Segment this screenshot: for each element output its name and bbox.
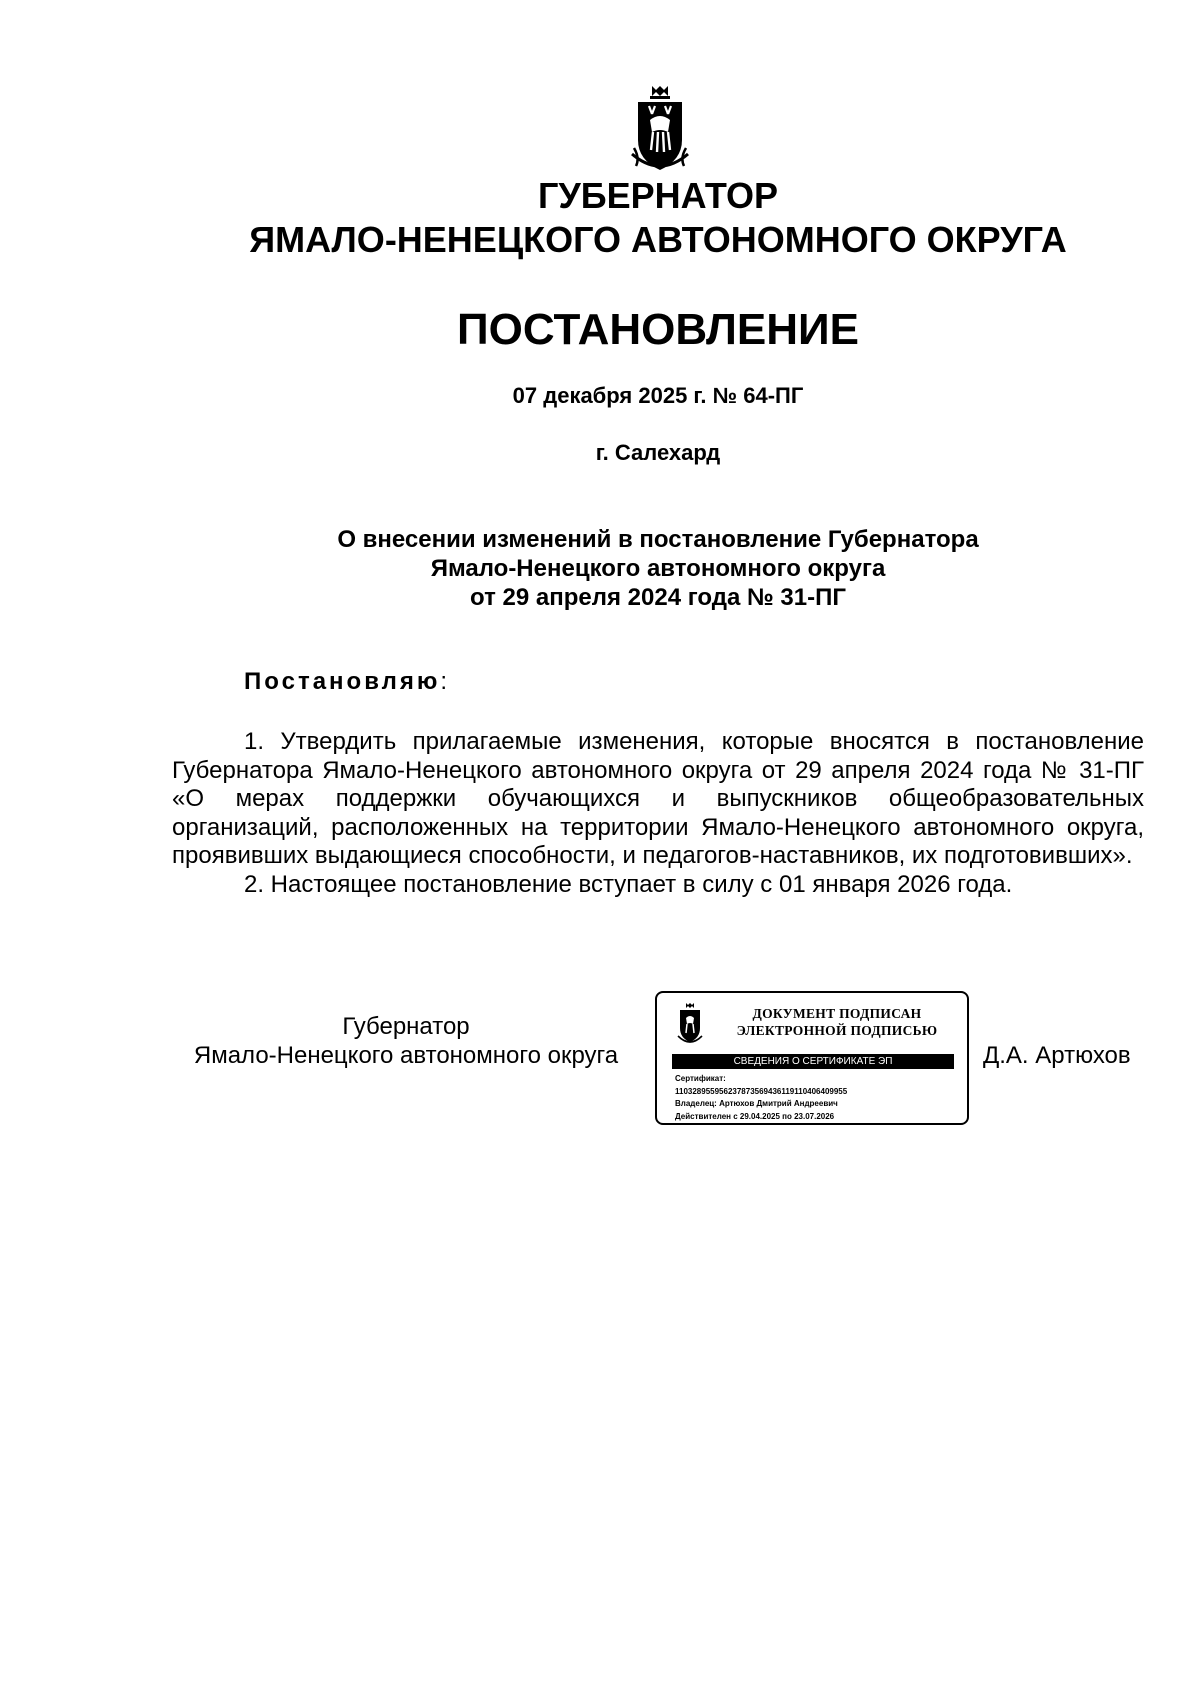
coat-of-arms-icon	[630, 84, 690, 176]
certificate-validity: Действителен с 29.04.2025 по 23.07.2026	[675, 1111, 835, 1121]
signatory-title-line-2: Ямало-Ненецкого автономного округа	[193, 1042, 619, 1069]
certificate-owner: Владелец: Артюхов Дмитрий Андреевич	[675, 1099, 838, 1108]
paragraph-1: 1. Утвердить прилагаемые изменения, которые вносятся в постановление Губернатора Ямало-Ненецкого автономного округа от 29 апреля 2024 года № 31-ПГ «О мерах поддержки обучающихся и выпускников общеобразовательных организаций, расположенных на территории Ямало-Ненецкого автономного округа, проявивших выдающиеся способности, и педагогов-наставников, их подготовивших».	[172, 728, 1144, 869]
document-city: г. Салехард	[595, 440, 721, 465]
organization-region: ЯМАЛО-НЕНЕЦКОГО АВТОНОМНОГО ОКРУГА	[249, 219, 1067, 260]
stamp-heading	[717, 1005, 957, 1039]
stamp-coat-of-arms-icon	[677, 1002, 703, 1048]
signatory-title-line-1: Губернатор	[342, 1013, 470, 1040]
document-type: ПОСТАНОВЛЕНИЕ	[456, 305, 860, 354]
certificate-number: 110328955956237873569436119110406409955	[675, 1086, 848, 1096]
document-date-number: 07 декабря 2025 г. № 64-ПГ	[512, 383, 804, 408]
electronic-signature-stamp	[655, 991, 969, 1125]
subject-line-2: Ямало-Ненецкого автономного округа	[430, 555, 886, 582]
signatory-name: Д.А. Артюхов	[983, 1042, 1131, 1069]
stamp-certificate-bar: СВЕДЕНИЯ О СЕРТИФИКАТЕ ЭП	[672, 1054, 954, 1069]
stamp-heading-line-1: ДОКУМЕНТ ПОДПИСАН	[752, 1006, 922, 1021]
document-subject	[0, 525, 1200, 612]
document-body	[172, 728, 1144, 899]
organization-title: ГУБЕРНАТОР	[537, 175, 778, 216]
decree-heading	[244, 668, 447, 696]
subject-line-3: от 29 апреля 2024 года № 31-ПГ	[470, 584, 846, 611]
certificate-label: Сертификат:	[675, 1074, 726, 1083]
decree-word: Постановляю	[244, 668, 441, 695]
stamp-heading-line-2: ЭЛЕКТРОННОЙ ПОДПИСЬЮ	[736, 1023, 938, 1038]
paragraph-2: 2. Настоящее постановление вступает в силу с 01 января 2026 года.	[244, 870, 1013, 898]
subject-line-1: О внесении изменений в постановление Губернатора	[337, 526, 979, 553]
decree-colon: :	[440, 668, 448, 695]
signatory-title	[172, 1012, 640, 1070]
stamp-certificate-info	[675, 1073, 847, 1123]
